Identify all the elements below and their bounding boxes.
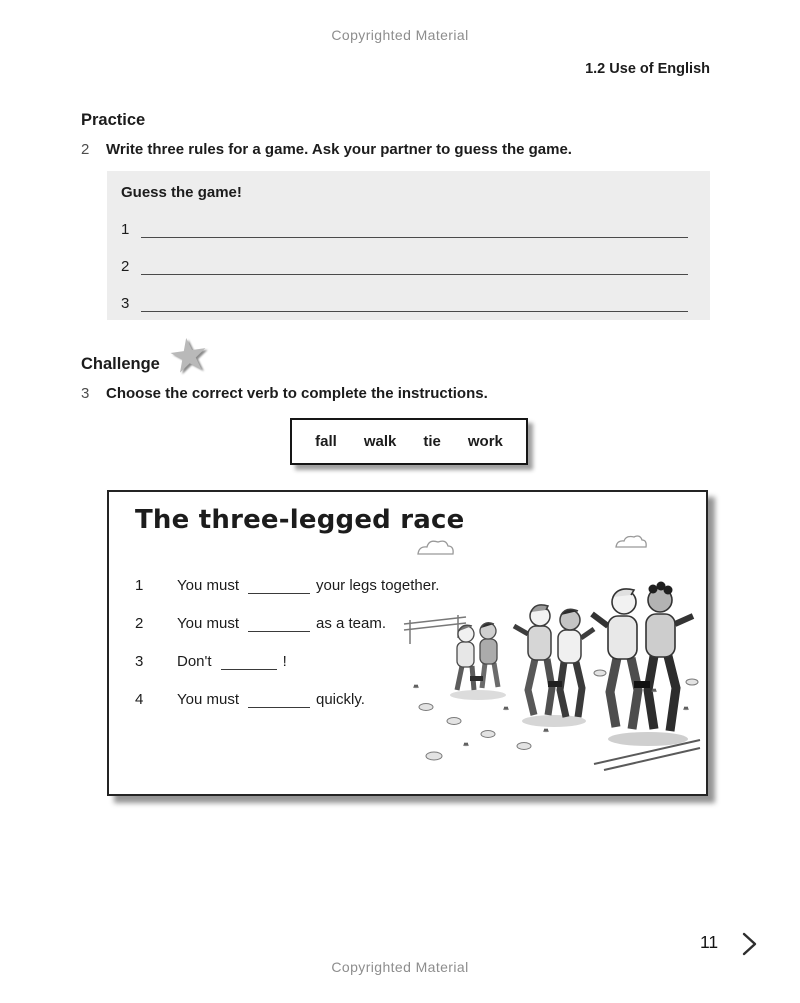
item-text-after: quickly.: [316, 691, 365, 708]
word-bank-word: fall: [315, 433, 337, 450]
answer-line-1-rule: [141, 218, 688, 238]
answer-line-3-rule: [141, 292, 688, 312]
item-text-after: !: [282, 653, 287, 670]
answer-line-2-rule: [141, 255, 688, 275]
item-text-after: your legs together.: [316, 577, 440, 594]
page-number: 11: [700, 932, 719, 952]
fill-in-blank: [221, 656, 277, 670]
worksheet-box: [107, 490, 708, 796]
exercise-2-number: 2: [81, 141, 90, 158]
exercise-3-number: 3: [81, 385, 90, 402]
answer-line-2: [121, 247, 688, 275]
guess-the-game-box: [107, 171, 710, 320]
worksheet-items: [135, 556, 439, 708]
worksheet-title: The three-legged race: [135, 505, 465, 535]
answer-line-3-number: 3: [121, 295, 130, 312]
fill-in-blank: [248, 618, 310, 632]
challenge-heading: Challenge: [81, 355, 160, 373]
word-bank-word: walk: [363, 433, 397, 450]
word-bank-word: work: [467, 433, 503, 450]
next-page-chevron-icon[interactable]: [739, 931, 761, 957]
item-number: 1: [135, 577, 144, 594]
exercise-2-row: [81, 141, 572, 158]
exercise-3-row: [81, 385, 488, 402]
item-text-before: You must: [177, 577, 239, 594]
copyright-notice-top: Copyrighted Material: [331, 27, 469, 43]
answer-line-2-number: 2: [121, 258, 130, 275]
item-number: 3: [135, 653, 144, 670]
fill-in-blank: [248, 580, 310, 594]
item-text-after: as a team.: [316, 615, 387, 632]
answer-line-1: [121, 210, 688, 238]
practice-heading: Practice: [81, 111, 146, 129]
copyright-notice-bottom: Copyrighted Material: [331, 959, 469, 975]
three-legged-race-illustration: [402, 530, 702, 775]
fill-in-blank: [248, 694, 310, 708]
worksheet-item-1: [135, 556, 439, 594]
item-text-before: You must: [177, 691, 239, 708]
item-number: 4: [135, 691, 144, 708]
word-bank-box: [290, 418, 528, 465]
answer-line-1-number: 1: [121, 221, 130, 238]
item-number: 2: [135, 615, 144, 632]
word-bank-word: tie: [423, 433, 441, 450]
exercise-2-instruction: Write three rules for a game. Ask your partner to guess the game.: [106, 141, 572, 158]
star-icon: ★: [164, 326, 213, 384]
answer-line-3: [121, 284, 688, 312]
item-text-before: You must: [177, 615, 239, 632]
exercise-3-instruction: Choose the correct verb to complete the instructions.: [106, 385, 488, 402]
worksheet-item-4: [135, 670, 439, 708]
item-text-before: Don't: [177, 653, 212, 670]
guess-box-title: Guess the game!: [121, 184, 242, 201]
section-label: 1.2 Use of English: [585, 61, 710, 77]
worksheet-item-3: [135, 632, 439, 670]
worksheet-item-2: [135, 594, 439, 632]
